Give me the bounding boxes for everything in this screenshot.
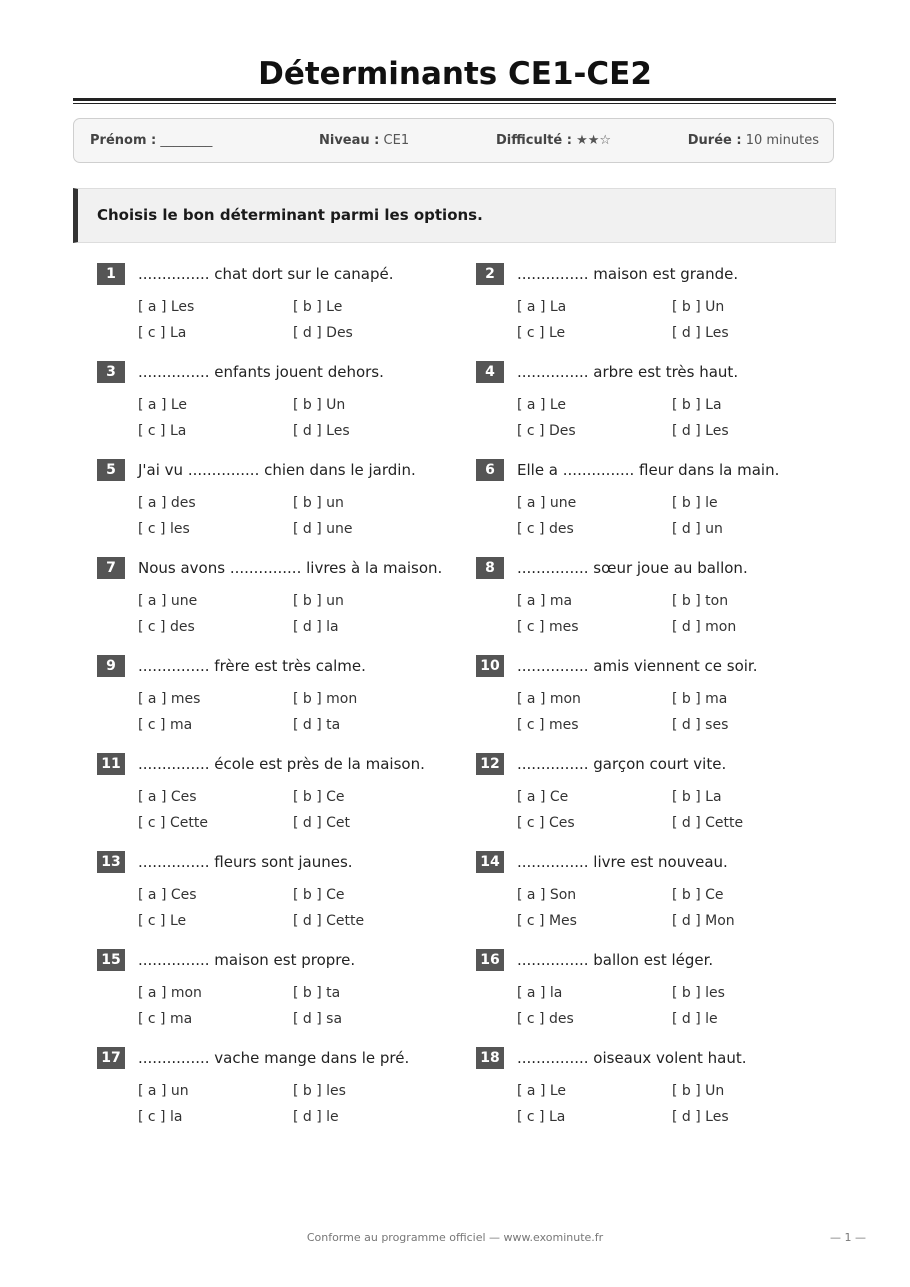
answer-option-d[interactable]: [ d ] la	[293, 619, 339, 635]
duree-label: Durée :	[687, 133, 742, 148]
question-text: ............... enfants jouent dehors.	[138, 363, 384, 381]
answer-option-d[interactable]: [ d ] sa	[293, 1011, 343, 1027]
question-text: Elle a ............... fleur dans la main.	[517, 461, 780, 479]
answer-option-d[interactable]: [ d ] le	[672, 1011, 718, 1027]
question-item	[476, 1046, 836, 1136]
question-text: ............... arbre est très haut.	[517, 363, 739, 381]
answer-option-c[interactable]: [ c ] mes	[517, 619, 579, 635]
answer-option-b[interactable]: [ b ] un	[293, 593, 344, 609]
answer-option-b[interactable]: [ b ] le	[672, 495, 718, 511]
question-number-badge: 1	[97, 263, 125, 285]
answer-option-c[interactable]: [ c ] des	[517, 1011, 574, 1027]
answer-option-c[interactable]: [ c ] Des	[517, 423, 576, 439]
answer-option-c[interactable]: [ c ] ma	[138, 1011, 193, 1027]
prenom-value: ________	[160, 133, 213, 148]
info-difficulte	[496, 133, 611, 148]
question-item	[476, 850, 836, 940]
instruction-box: Choisis le bon déterminant parmi les options.	[73, 188, 836, 243]
answer-option-a[interactable]: [ a ] Le	[517, 1083, 567, 1099]
answer-option-a[interactable]: [ a ] Son	[517, 887, 577, 903]
answer-option-b[interactable]: [ b ] ta	[293, 985, 341, 1001]
question-number-badge: 12	[476, 753, 504, 775]
question-number-badge: 13	[97, 851, 125, 873]
answer-option-a[interactable]: [ a ] La	[517, 299, 567, 315]
question-item	[476, 458, 836, 548]
question-number-badge: 4	[476, 361, 504, 383]
answer-option-d[interactable]: [ d ] ta	[293, 717, 341, 733]
answer-option-a[interactable]: [ a ] Ce	[517, 789, 569, 805]
answer-option-a[interactable]: [ a ] Ces	[138, 887, 197, 903]
answer-option-a[interactable]: [ a ] Les	[138, 299, 195, 315]
answer-option-c[interactable]: [ c ] des	[138, 619, 195, 635]
answer-option-c[interactable]: [ c ] mes	[517, 717, 579, 733]
question-number-badge: 16	[476, 949, 504, 971]
answer-option-c[interactable]: [ c ] la	[138, 1109, 183, 1125]
answer-option-a[interactable]: [ a ] mes	[138, 691, 201, 707]
question-text: J'ai vu ............... chien dans le jardin.	[138, 461, 416, 479]
info-box	[73, 118, 834, 163]
question-text: ............... oiseaux volent haut.	[517, 1049, 747, 1067]
answer-option-a[interactable]: [ a ] mon	[138, 985, 202, 1001]
answer-option-a[interactable]: [ a ] la	[517, 985, 563, 1001]
answer-option-a[interactable]: [ a ] mon	[517, 691, 581, 707]
answer-option-b[interactable]: [ b ] Ce	[293, 887, 345, 903]
question-item	[97, 1046, 457, 1136]
question-text: ............... vache mange dans le pré.	[138, 1049, 410, 1067]
question-text: ............... amis viennent ce soir.	[517, 657, 758, 675]
question-number-badge: 10	[476, 655, 504, 677]
answer-option-b[interactable]: [ b ] ma	[672, 691, 728, 707]
answer-option-d[interactable]: [ d ] ses	[672, 717, 729, 733]
answer-option-a[interactable]: [ a ] une	[517, 495, 577, 511]
answer-option-a[interactable]: [ a ] des	[138, 495, 196, 511]
answer-option-c[interactable]: [ c ] ma	[138, 717, 193, 733]
question-text: Nous avons ............... livres à la maison.	[138, 559, 443, 577]
question-item	[97, 360, 457, 450]
question-number-badge: 11	[97, 753, 125, 775]
question-item	[97, 556, 457, 646]
question-item	[476, 360, 836, 450]
page-number: — 1 —	[830, 1231, 866, 1244]
answer-option-b[interactable]: [ b ] Le	[293, 299, 343, 315]
answer-option-b[interactable]: [ b ] Ce	[293, 789, 345, 805]
page-title: Déterminants CE1-CE2	[258, 56, 652, 92]
answer-option-d[interactable]: [ d ] Des	[293, 325, 353, 341]
question-text: ............... chat dort sur le canapé.	[138, 265, 394, 283]
answer-option-a[interactable]: [ a ] ma	[517, 593, 573, 609]
niveau-value: CE1	[383, 133, 410, 148]
answer-option-b[interactable]: [ b ] Un	[293, 397, 346, 413]
answer-option-b[interactable]: [ b ] Un	[672, 1083, 725, 1099]
answer-option-b[interactable]: [ b ] La	[672, 397, 722, 413]
answer-option-b[interactable]: [ b ] les	[672, 985, 725, 1001]
answer-option-b[interactable]: [ b ] les	[293, 1083, 346, 1099]
question-item	[476, 556, 836, 646]
answer-option-b[interactable]: [ b ] La	[672, 789, 722, 805]
question-text: ............... ballon est léger.	[517, 951, 714, 969]
info-duree	[688, 133, 819, 148]
answer-option-c[interactable]: [ c ] La	[138, 325, 187, 341]
question-text: ............... frère est très calme.	[138, 657, 366, 675]
answer-option-a[interactable]: [ a ] Le	[517, 397, 567, 413]
answer-option-d[interactable]: [ d ] un	[672, 521, 723, 537]
answer-option-a[interactable]: [ a ] un	[138, 1083, 189, 1099]
niveau-label: Niveau :	[319, 133, 380, 148]
question-number-badge: 18	[476, 1047, 504, 1069]
question-item	[476, 262, 836, 352]
question-number-badge: 7	[97, 557, 125, 579]
question-text: ............... maison est grande.	[517, 265, 739, 283]
info-prenom	[90, 133, 212, 148]
answer-option-c[interactable]: [ c ] les	[138, 521, 190, 537]
answer-option-b[interactable]: [ b ] mon	[293, 691, 358, 707]
question-number-badge: 14	[476, 851, 504, 873]
question-text: ............... garçon court vite.	[517, 755, 727, 773]
answer-option-c[interactable]: [ c ] Cette	[138, 815, 208, 831]
answer-option-d[interactable]: [ d ] le	[293, 1109, 339, 1125]
answer-option-b[interactable]: [ b ] ton	[672, 593, 729, 609]
question-text: ............... fleurs sont jaunes.	[138, 853, 353, 871]
question-item	[97, 262, 457, 352]
prenom-label: Prénom :	[90, 133, 157, 148]
question-number-badge: 2	[476, 263, 504, 285]
answer-option-d[interactable]: [ d ] Mon	[672, 913, 735, 929]
question-item	[97, 850, 457, 940]
answer-option-b[interactable]: [ b ] un	[293, 495, 344, 511]
question-text: ............... sœur joue au ballon.	[517, 559, 748, 577]
answer-option-d[interactable]: [ d ] Cette	[293, 913, 365, 929]
question-text: ............... maison est propre.	[138, 951, 356, 969]
duree-value: 10 minutes	[745, 133, 819, 148]
question-item	[476, 752, 836, 842]
question-text: ............... livre est nouveau.	[517, 853, 728, 871]
question-number-badge: 17	[97, 1047, 125, 1069]
answer-option-b[interactable]: [ b ] Un	[672, 299, 725, 315]
question-item	[476, 654, 836, 744]
question-item	[97, 654, 457, 744]
answer-option-c[interactable]: [ c ] Ces	[517, 815, 575, 831]
answer-option-d[interactable]: [ d ] Cette	[672, 815, 744, 831]
answer-option-a[interactable]: [ a ] une	[138, 593, 198, 609]
answer-option-d[interactable]: [ d ] Les	[293, 423, 350, 439]
question-item	[97, 948, 457, 1038]
answer-option-a[interactable]: [ a ] Ces	[138, 789, 197, 805]
question-number-badge: 8	[476, 557, 504, 579]
answer-option-c[interactable]: [ c ] La	[138, 423, 187, 439]
question-text: ............... école est près de la maison.	[138, 755, 425, 773]
question-number-badge: 9	[97, 655, 125, 677]
answer-option-d[interactable]: [ d ] Les	[672, 1109, 729, 1125]
question-number-badge: 3	[97, 361, 125, 383]
answer-option-c[interactable]: [ c ] Le	[517, 325, 566, 341]
difficulte-stars: ★★☆	[576, 133, 612, 148]
question-number-badge: 6	[476, 459, 504, 481]
question-item	[476, 948, 836, 1038]
answer-option-d[interactable]: [ d ] Cet	[293, 815, 351, 831]
answer-option-d[interactable]: [ d ] une	[293, 521, 353, 537]
title-divider-thin	[73, 103, 836, 104]
answer-option-c[interactable]: [ c ] Mes	[517, 913, 577, 929]
answer-option-d[interactable]: [ d ] mon	[672, 619, 737, 635]
difficulte-label: Difficulté :	[496, 133, 572, 148]
answer-option-c[interactable]: [ c ] des	[517, 521, 574, 537]
question-item	[97, 752, 457, 842]
question-number-badge: 15	[97, 949, 125, 971]
answer-option-c[interactable]: [ c ] La	[517, 1109, 566, 1125]
answer-option-a[interactable]: [ a ] Le	[138, 397, 188, 413]
answer-option-d[interactable]: [ d ] Les	[672, 325, 729, 341]
footer-text: Conforme au programme officiel — www.exominute.fr	[306, 1231, 604, 1244]
question-number-badge: 5	[97, 459, 125, 481]
answer-option-d[interactable]: [ d ] Les	[672, 423, 729, 439]
answer-option-b[interactable]: [ b ] Ce	[672, 887, 724, 903]
question-item	[97, 458, 457, 548]
info-niveau	[319, 133, 409, 148]
title-divider	[73, 98, 836, 101]
answer-option-c[interactable]: [ c ] Le	[138, 913, 187, 929]
